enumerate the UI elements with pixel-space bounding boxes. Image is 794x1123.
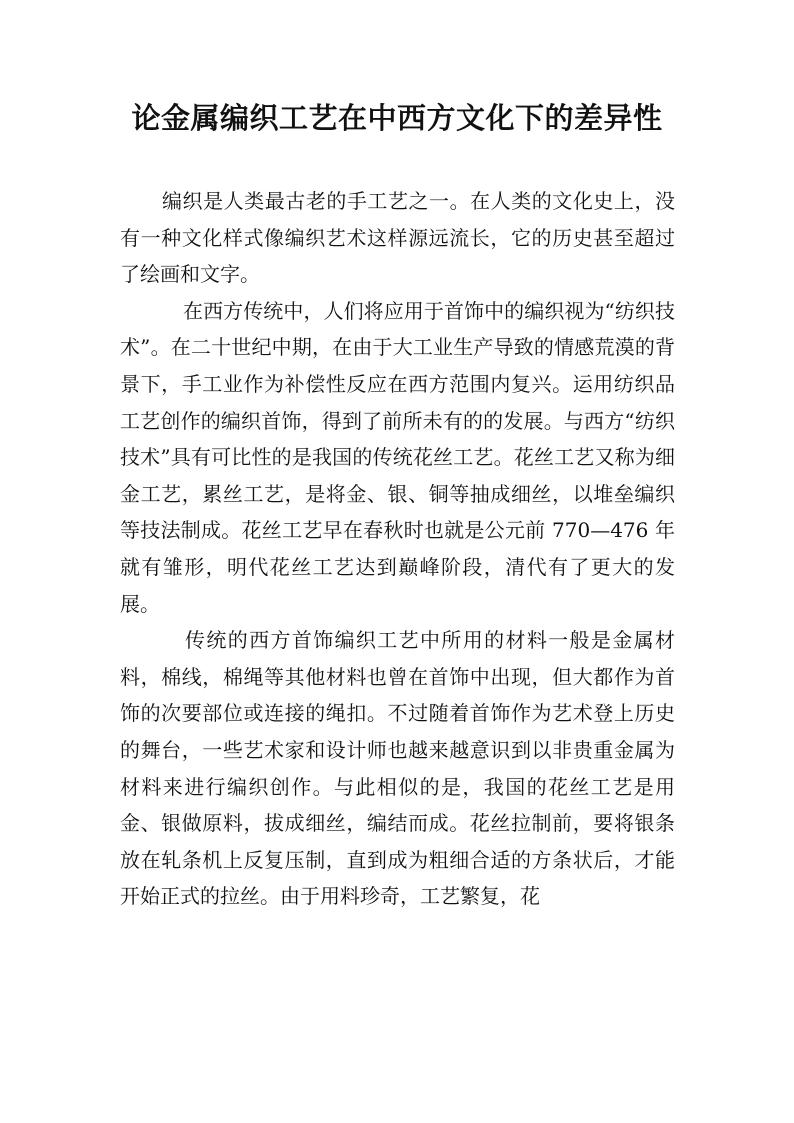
paragraph-1: 编织是人类最古老的手工艺之一。在人类的文化史上，没有一种文化样式像编织艺术这样源远流长，它的历史甚至超过了绘画和文字。 <box>120 189 675 287</box>
paragraph-2: 在西方传统中，人们将应用于首饰中的编织视为“纺织技术”。在二十世纪中期，在由于大工业生产导致的情感荒漠的背景下，手工业作为补偿性反应在西方范围内复兴。运用纺织品工艺创作的编织首饰，得到了前所未有的的发展。与西方“纺织技术”具有可比性的是我国的传统花丝工艺。花丝工艺又称为细金工艺，累丝工艺，是将金、银、铜等抽成细丝，以堆垒编织等技法制成。花丝工艺早在春秋时也就是公元前 770—476 年就有雏形，明代花丝工艺达到巅峰阶段，清代有了更大的发展。 <box>120 298 675 616</box>
paragraph-3: 传统的西方首饰编织工艺中所用的材料一般是金属材料，棉线，棉绳等其他材料也曾在首饰中出现，但大都作为首饰的次要部位或连接的绳扣。不过随着首饰作为艺术登上历史的舞台，一些艺术家和设计师也越来越意识到以非贵重金属为材料来进行编织创作。与此相似的是，我国的花丝工艺是用金、银做原料，拔成细丝，编结而成。花丝拉制前，要将银条放在轧条机上反复压制，直到成为粗细合适的方条状后，才能开始正式的拉丝。由于用料珍奇，工艺繁复，花 <box>120 628 675 909</box>
document-body <box>120 183 675 915</box>
document-title: 论金属编织工艺在中西方文化下的差异性 <box>131 101 663 135</box>
